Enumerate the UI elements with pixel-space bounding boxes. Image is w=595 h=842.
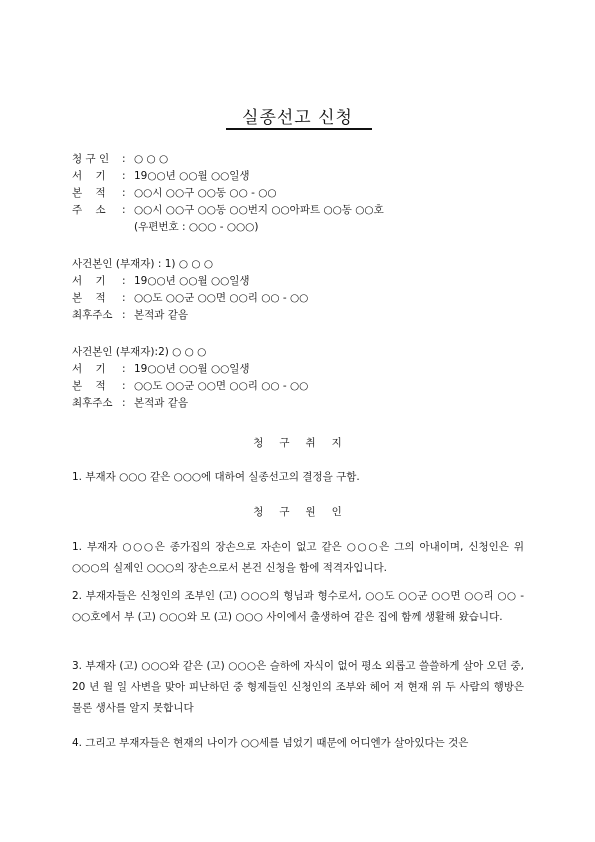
absentee1-domicile-row [72,291,308,305]
claimant-name-label: 청 구 인 [72,153,110,165]
absentee2-last-address-row [72,396,188,410]
cause-heading: 청구원인 [253,506,358,518]
absentee1-domicile-label: 본 적 [72,292,106,304]
colon: : [122,363,126,375]
absentee2-domicile: ○○도 ○○군 ○○면 ○○리 ○○ - ○○ [134,380,309,392]
claimant-birth-label: 서 기 [72,170,106,182]
claimant-address-row [72,203,384,217]
colon: : [122,397,126,409]
colon: : [122,170,126,182]
absentee2-birth-row [72,362,250,376]
absentee2-domicile-row [72,379,308,393]
claimant-address: ○○시 ○○구 ○○동 ○○번지 ○○아파트 ○○동 ○○호 [134,204,384,216]
absentee1-domicile: ○○도 ○○군 ○○면 ○○리 ○○ - ○○ [134,292,309,304]
claimant-domicile-row [72,186,277,200]
claimant-domicile: ○○시 ○○구 ○○동 ○○ - ○○ [134,187,277,199]
claimant-name-row [72,152,168,166]
claimant-address-label: 주 소 [72,204,106,216]
claimant-domicile-label: 본 적 [72,187,106,199]
claimant-birth: 19○○년 ○○월 ○○일생 [134,170,250,182]
cause-paragraph-1: 1. 부재자 ○○○은 종가집의 장손으로 자손이 없고 같은 ○○○은 그의 아내이며, 신청인은 위 ○○○의 실제인 ○○○의 장손으로서 본건 신청을 함에 적격자입니다. [72,541,524,574]
absentee1-last-address-row [72,308,188,322]
claimant-birth-row [72,169,250,183]
colon: : [122,275,126,287]
absentee1-label: 사건본인 (부재자) : 1) ○ ○ ○ [72,258,214,270]
colon: : [122,309,126,321]
absentee1-birth-label: 서 기 [72,275,106,287]
colon: : [122,292,126,304]
absentee1-last-address: 본적과 같음 [134,309,189,321]
claimant-postal-code: (우편번호 : ○○○ - ○○○) [134,221,259,233]
cause-paragraph-3: 3. 부재자 (고) ○○○와 같은 (고) ○○○은 슬하에 자식이 없어 평소 외롭고 쓸쓸하게 살아 오던 중, 20 년 월 일 사변을 맞아 피난하던 중 형제들인 신청인의 조부와 헤어 져 현재 위 두 사람의 행방은 물론 생사를 알지 못합니다 [72,660,524,714]
absentee1-last-label: 최후주소 [72,309,113,321]
absentee2-birth-label: 서 기 [72,363,106,375]
colon: : [122,204,126,216]
absentee2-last-address: 본적과 같음 [134,397,189,409]
colon: : [122,153,126,165]
absentee1-birth-row [72,274,250,288]
absentee1-birth: 19○○년 ○○월 ○○일생 [134,275,250,287]
cause-paragraph-2: 2. 부재자들은 신청인의 조부인 (고) ○○○의 형님과 형수로서, ○○도 ○○군 ○○면 ○○리 ○○ - ○○호에서 부 (고) ○○○와 모 (고) ○○○ 사이에서 출생하여 같은 집에 함께 생활해 왔습니다. [72,590,524,623]
absentee2-birth: 19○○년 ○○월 ○○일생 [134,363,250,375]
absentee2-label: 사건본인 (부재자):2) ○ ○ ○ [72,346,207,358]
purpose-text: 1. 부재자 ○○○ 같은 ○○○에 대하여 실종선고의 결정을 구함. [72,471,360,483]
absentee2-last-label: 최후주소 [72,397,113,409]
colon: : [122,187,126,199]
document-title: 실종선고 신청 [242,108,353,128]
absentee2-domicile-label: 본 적 [72,380,106,392]
title-underline [226,128,372,130]
cause-paragraph-4: 4. 그리고 부재자들은 현재의 나이가 ○○세를 넘었기 때문에 어디엔가 살아있다는 것은 [72,737,469,749]
claimant-name: ○ ○ ○ [134,153,169,165]
purpose-heading: 청구취지 [253,437,358,449]
colon: : [122,380,126,392]
